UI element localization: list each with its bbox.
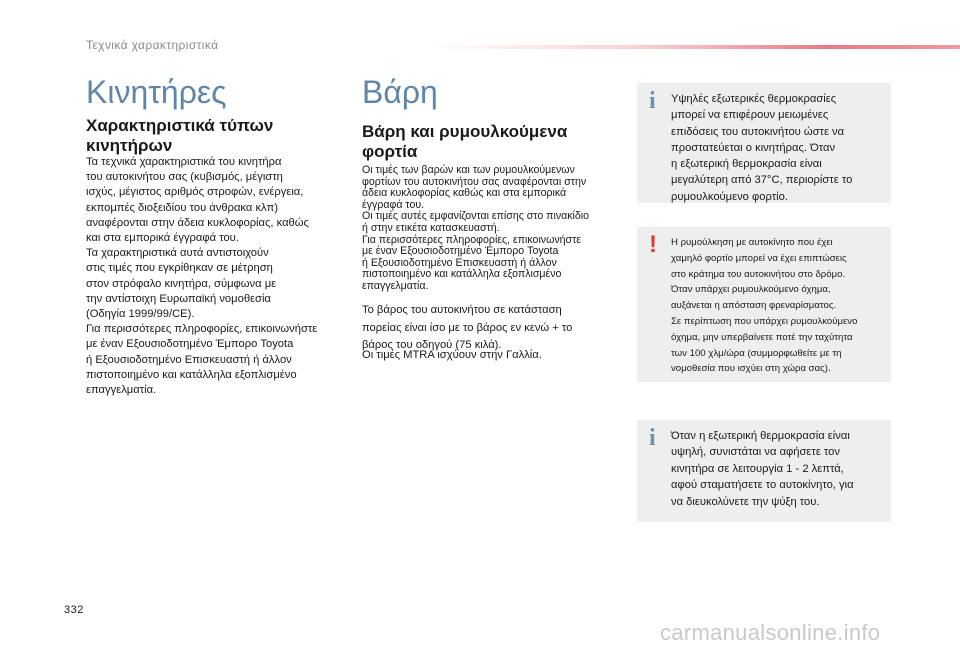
weights-body-paragraph-1: Οι τιμές των βαρών και των ρυμουλκούμενων φορτίων του αυτοκινήτου σας αναφέρονται στην άδεια κυκλοφορίας καθώς και στα εμπορικά έγγραφά του. Οι τιμές αυτές εμφανίζονται επίσης στο πινακίδιο ή στην ετικέτα κατασκευαστή. Για περισσότερες πληροφορίες, επικοινωνήστε με έναν Εξουσιοδοτημένο Έμπορο Toyota ή Εξουσιοδοτημένο Επισκευαστή ή άλλον πιστοποιημένο και κατάλληλα εξοπλισμένο επαγγελματία. <box>362 164 590 292</box>
weights-section-title: Βάρη <box>362 74 438 110</box>
warning-note-box <box>637 227 891 382</box>
header-accent-bar <box>430 45 960 49</box>
weights-body-paragraph-3: Οι τιμές MTRA ισχύουν στην Γαλλία. <box>362 349 542 361</box>
info-note-box <box>637 83 891 203</box>
info-note-text: Όταν η εξωτερική θερμοκρασία είναι υψηλή, συνιστάται να αφήσετε τον κινητήρα σε λειτουργία 1 - 2 λεπτά, αφού σταματήσετε το αυτοκίνητο, για να διευκολύνετε την ψύξη του. <box>671 430 854 508</box>
engine-types-heading: Χαρακτηριστικά τύπων κινητήρων <box>86 116 274 155</box>
warning-note-text: Η ρυμούλκηση με αυτοκίνητο που έχει χαμηλό φορτίο μπορεί να έχει επιπτώσεις στο κράτημα του αυτοκινήτου στο δρόμο. Όταν υπάρχει ρυμουλκούμενο όχημα, αυξάνεται η απόσταση φρεναρίσματος. Σε περίπτωση που υπάρχει ρυμουλκούμενο όχημα, μην υπερβαίνετε ποτέ την ταχύτητα των 100 χλμ/ώρα (συμμορφωθείτε με τη νομοθεσία που ισχύει στη χώρα σας). <box>671 237 858 375</box>
info-note-box <box>637 420 891 522</box>
page-number: 332 <box>64 604 84 616</box>
watermark: carmanualsonline.info <box>660 620 881 645</box>
info-note-text: Υψηλές εξωτερικές θερμοκρασίες μπορεί να επιφέρουν μειωμένες επιδόσεις του αυτοκινήτου ώστε να προστατεύεται ο κινητήρας. Όταν η εξωτερική θερμοκρασία είναι μεγαλύτερη από 37°C, περιορίστε το ρυμουλκούμενο φορτίο. <box>671 93 853 203</box>
section-header-title: Τεχνικά χαρακτηριστικά <box>86 38 219 52</box>
info-icon: i <box>649 88 656 114</box>
info-icon: i <box>649 425 656 451</box>
warning-icon: ! <box>649 231 657 258</box>
engines-section-title: Κινητήρες <box>86 74 227 110</box>
weights-loads-heading: Βάρη και ρυμουλκούμενα φορτία <box>362 122 568 161</box>
weights-body-paragraph-2: Το βάρος του αυτοκινήτου σε κατάσταση πορείας είναι ίσο με το βάρος εν κενώ + το βάρος του οδηγού (75 κιλά). <box>362 304 573 351</box>
engine-types-body: Τα τεχνικά χαρακτηριστικά του κινητήρα του αυτοκινήτου σας (κυβισμός, μέγιστη ισχύς, μέγιστος αριθμός στροφών, ενέργεια, εκπομπές διοξειδίου του άνθρακα κλπ) αναφέρονται στην άδεια κυκλοφορίας, καθώς και στα εμπορικά έγγραφά του. Τα χαρακτηριστικά αυτά αντιστοιχούν στις τιμές που εγκρίθηκαν σε μέτρηση στον στρόφαλο κινητήρα, σύμφωνα με την αντίστοιχη Ευρωπαϊκή νομοθεσία (Οδηγία 1999/99/CE). Για περισσότερες πληροφορίες, επικοινωνήστε με έναν Εξουσιοδοτημένο Έμπορο Toyota ή Εξουσιοδοτημένο Επισκευαστή ή άλλον πιστοποιημένο και κατάλληλα εξοπλισμένο επαγγελματία. <box>86 156 318 397</box>
